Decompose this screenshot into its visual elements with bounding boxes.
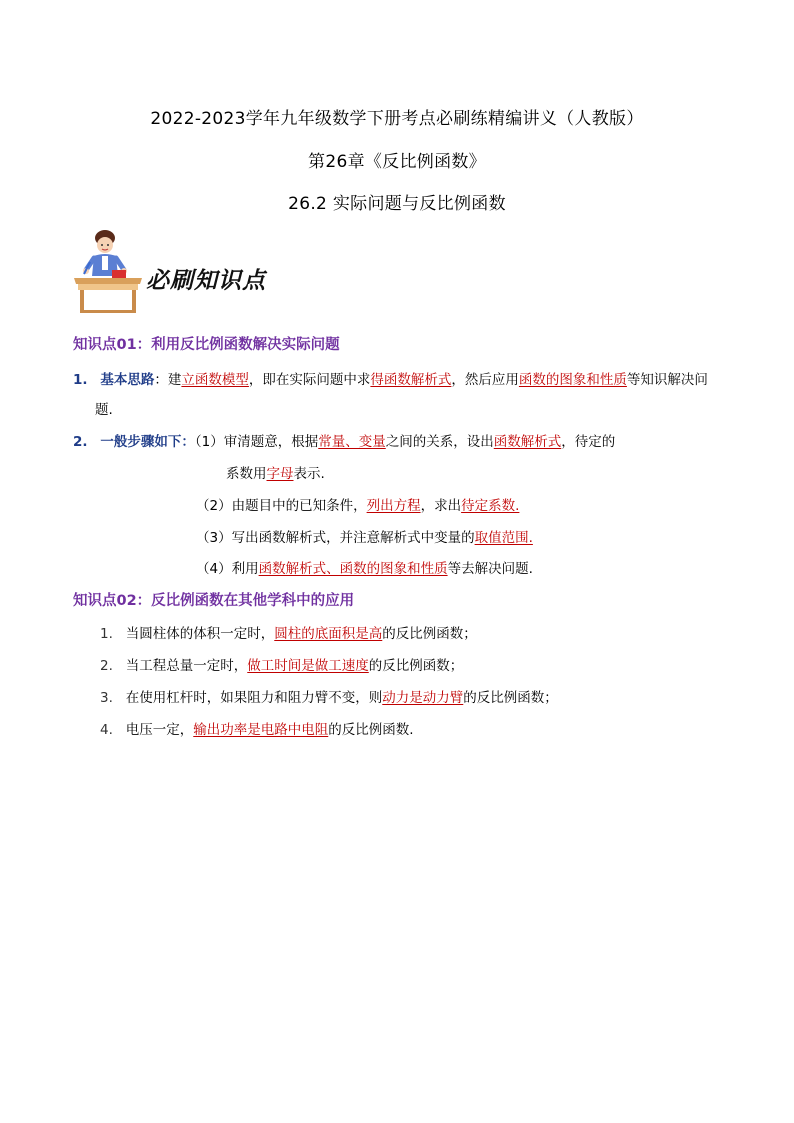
text-run: （2）由题目中的已知条件， (196, 498, 367, 514)
underlined-term: 动力是动力臂 (382, 690, 464, 706)
text-run: （3）写出函数解析式，并注意解析式中变量的 (196, 530, 475, 546)
step-3 (196, 526, 533, 546)
underlined-term: 列出方程 (366, 498, 421, 514)
document-title: 2022-2023学年九年级数学下册考点必刷练精编讲义（人教版） (150, 109, 644, 129)
underlined-term: 取值范围. (474, 530, 533, 546)
section-heading-2: 知识点02：反比例函数在其他学科中的应用 (73, 593, 355, 609)
text-run: 等去解决问题. (447, 561, 533, 577)
underlined-term: 输出功率是电路中电阻 (193, 722, 329, 738)
text-run: （4）利用 (196, 561, 259, 577)
text-run: ： (181, 434, 195, 450)
text-run: 的反比例函数； (463, 690, 558, 706)
list-item (73, 430, 615, 450)
list-item (100, 686, 558, 706)
text-run: 表示. (293, 466, 325, 482)
underlined-term: 字母 (266, 466, 294, 482)
item-number: 2. (100, 658, 113, 674)
section-title: 26.2 实际问题与反比例函数 (288, 194, 506, 214)
chapter-title: 第26章《反比例函数》 (308, 152, 486, 172)
text-run: 系数用 (226, 466, 267, 482)
text-run: ，即在实际问题中求 (248, 372, 371, 388)
list-item (100, 654, 463, 674)
text-run: 的反比例函数. (328, 722, 414, 738)
text-continuation (226, 462, 325, 482)
item-label: 一般步骤如下 (100, 434, 182, 450)
item-label: 基本思路 (100, 372, 155, 388)
item-number: 3. (100, 690, 113, 706)
step-2 (196, 494, 519, 514)
underlined-term: 函数解析式、函数的图象和性质 (258, 561, 448, 577)
text-run: ，求出 (420, 498, 462, 514)
list-item (100, 718, 414, 738)
item-number: 1. (100, 626, 113, 642)
text-run: 当圆柱体的体积一定时， (125, 626, 275, 642)
item-number: 2. (73, 434, 88, 450)
text-run: 当工程总量一定时， (125, 658, 248, 674)
text-run: 的反比例函数； (382, 626, 477, 642)
text-run: 电压一定， (125, 722, 194, 738)
underlined-term: 得函数解析式 (370, 372, 452, 388)
underlined-term: 常量、变量 (318, 434, 386, 450)
item-number: 1. (73, 372, 88, 388)
text-run: ：建 (154, 372, 182, 388)
step-4 (196, 557, 533, 577)
text-run: ，待定的 (561, 434, 616, 450)
underlined-term: 圆柱的底面积是高 (274, 626, 383, 642)
text-run: 在使用杠杆时，如果阻力和阻力臂不变，则 (125, 690, 383, 706)
underlined-term: 待定系数. (461, 498, 520, 514)
text-run: 的反比例函数； (368, 658, 464, 674)
underlined-term: 立函数模型 (181, 372, 249, 388)
banner-title: 必刷知识点 (146, 267, 266, 294)
list-item (73, 368, 708, 388)
underlined-term: 函数的图象和性质 (518, 372, 627, 388)
text-run: ，然后应用 (451, 372, 519, 388)
text-run: （1）审清题意，根据 (194, 434, 319, 450)
text-continuation: 题. (95, 402, 113, 418)
item-number: 4. (100, 722, 113, 738)
underlined-term: 做工时间是做工速度 (247, 658, 369, 674)
underlined-term: 函数解析式 (493, 434, 562, 450)
text-run: 之间的关系，设出 (385, 434, 494, 450)
text-run: 等知识解决问 (626, 372, 708, 388)
list-item (100, 622, 477, 642)
section-heading-1: 知识点01：利用反比例函数解决实际问题 (73, 337, 340, 353)
